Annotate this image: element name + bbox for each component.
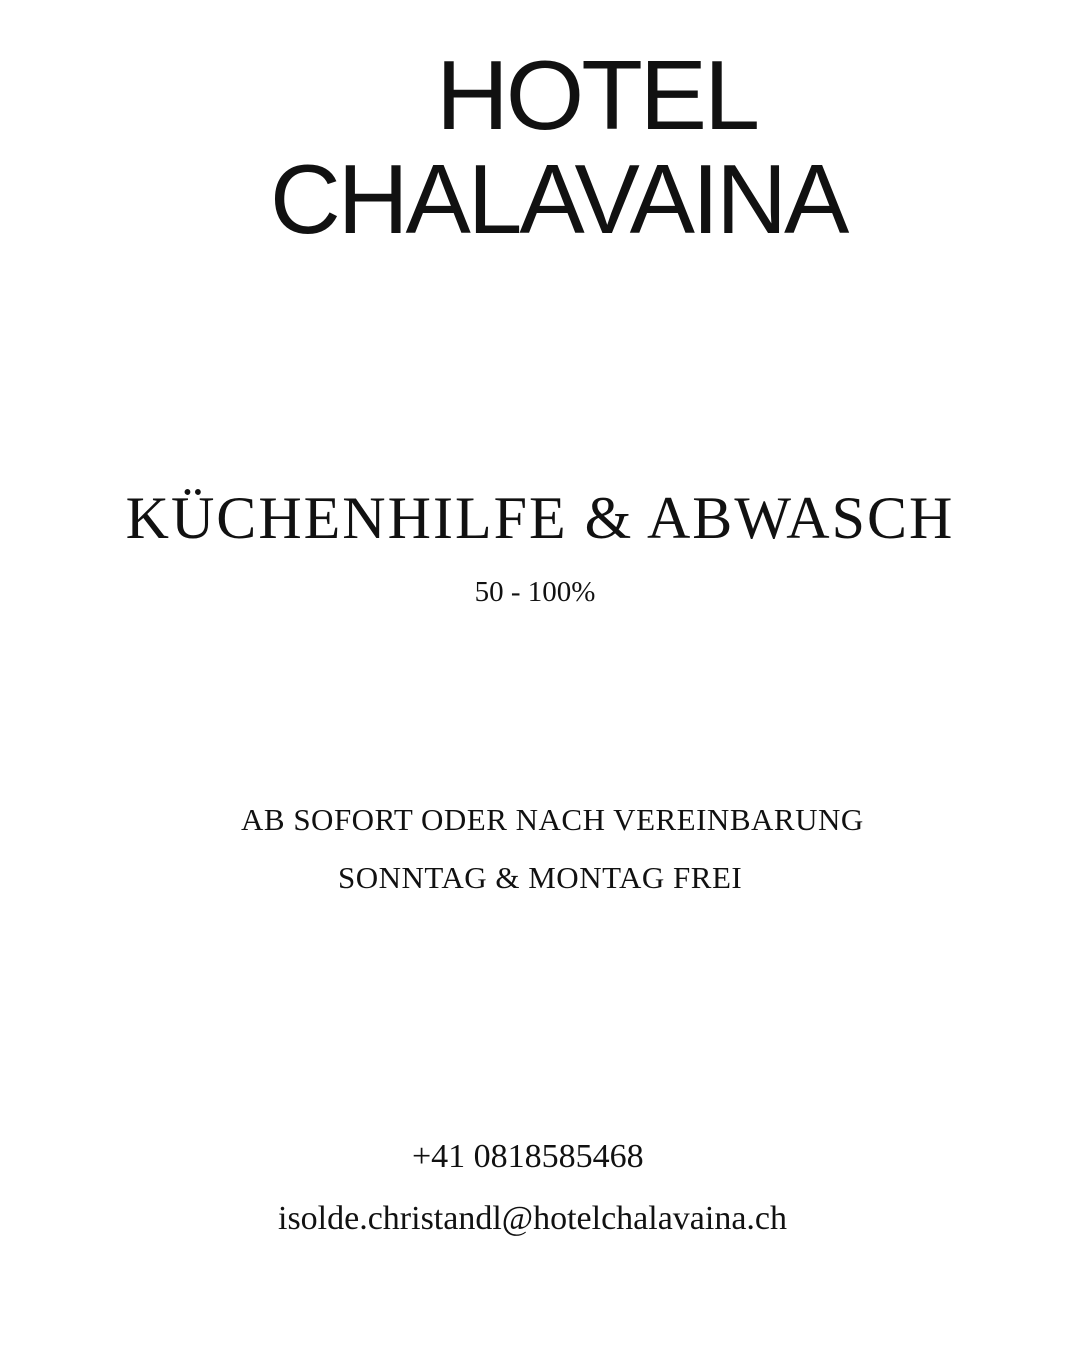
job-title: KÜCHENHILFE & ABWASCH [125, 485, 955, 551]
hotel-logo [0, 0, 1080, 260]
days-off-text: SONNTAG & MONTAG FREI [338, 860, 743, 895]
contact-phone: +41 0818585468 [412, 1138, 644, 1175]
logo-line-chalavaina: CHALAVAINA [270, 144, 847, 254]
logo-line-hotel: HOTEL [436, 40, 758, 150]
workload-percentage: 50 - 100% [474, 576, 596, 608]
contact-email: isolde.christandl@hotelchalavaina.ch [278, 1200, 788, 1237]
start-date-text: AB SOFORT ODER NACH VEREINBARUNG [241, 802, 864, 837]
